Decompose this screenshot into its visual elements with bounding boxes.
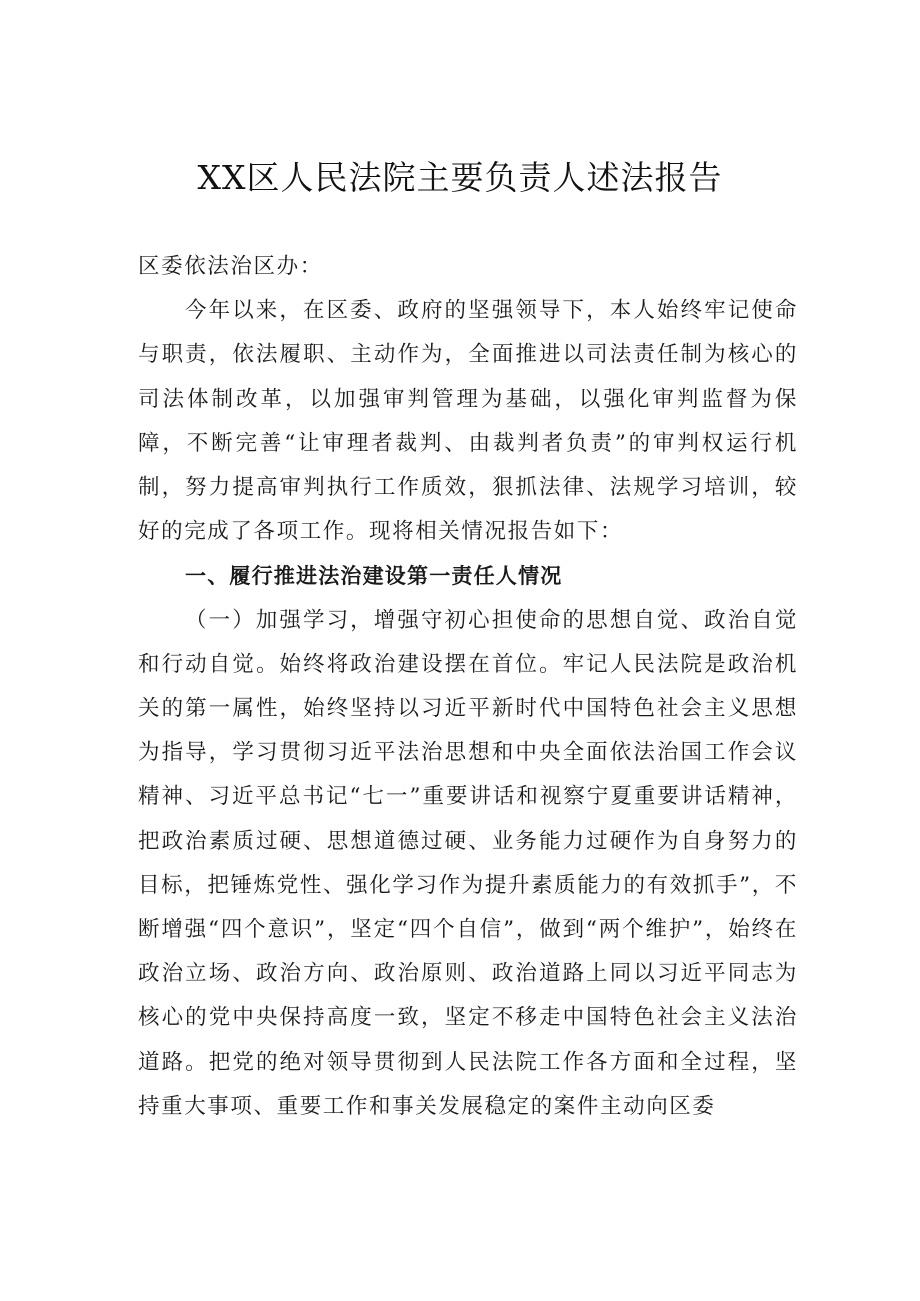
- intro-paragraph: 今年以来，在区委、政府的坚强领导下，本人始终牢记使命与职责，依法履职、主动作为，全面推进以司法责任制为核心的司法体制改革，以加强审判管理为基础，以强化审判监督为保障，不断完善“让审理者裁判、由裁判者负责”的审判权运行机制，努力提高审判执行工作质效，狠抓法律、法规学习培训，较好的完成了各项工作。现将相关情况报告如下：: [138, 298, 798, 545]
- section-heading: 一、履行推进法治建设第一责任人情况: [185, 564, 563, 589]
- document-body: [138, 245, 798, 1129]
- salutation: 区委依法治区办：: [138, 254, 323, 279]
- document-title: XX区人民法院主要负责人述法报告: [197, 158, 723, 197]
- subsection-paragraph: （一）加强学习，增强守初心担使命的思想自觉、政治自觉和行动自觉。始终将政治建设摆在首位。牢记人民法院是政治机关的第一属性，始终坚持以习近平新时代中国特色社会主义思想为指导，学习贯彻习近平法治思想和中央全面依法治国工作会议精神、习近平总书记“七一”重要讲话和视察宁夏重要讲话精神，把政治素质过硬、思想道德过硬、业务能力过硬作为自身努力的目标，把锤炼党性、强化学习作为提升素质能力的有效抓手”，不断增强“四个意识”，坚定“四个自信”，做到“两个维护”，始终在政治立场、政治方向、政治原则、政治道路上同以习近平同志为核心的党中央保持高度一致，坚定不移走中国特色社会主义法治道路。把党的绝对领导贯彻到人民法院工作各方面和全过程，坚持重大事项、重要工作和事关发展稳定的案件主动向区委: [138, 607, 798, 1119]
